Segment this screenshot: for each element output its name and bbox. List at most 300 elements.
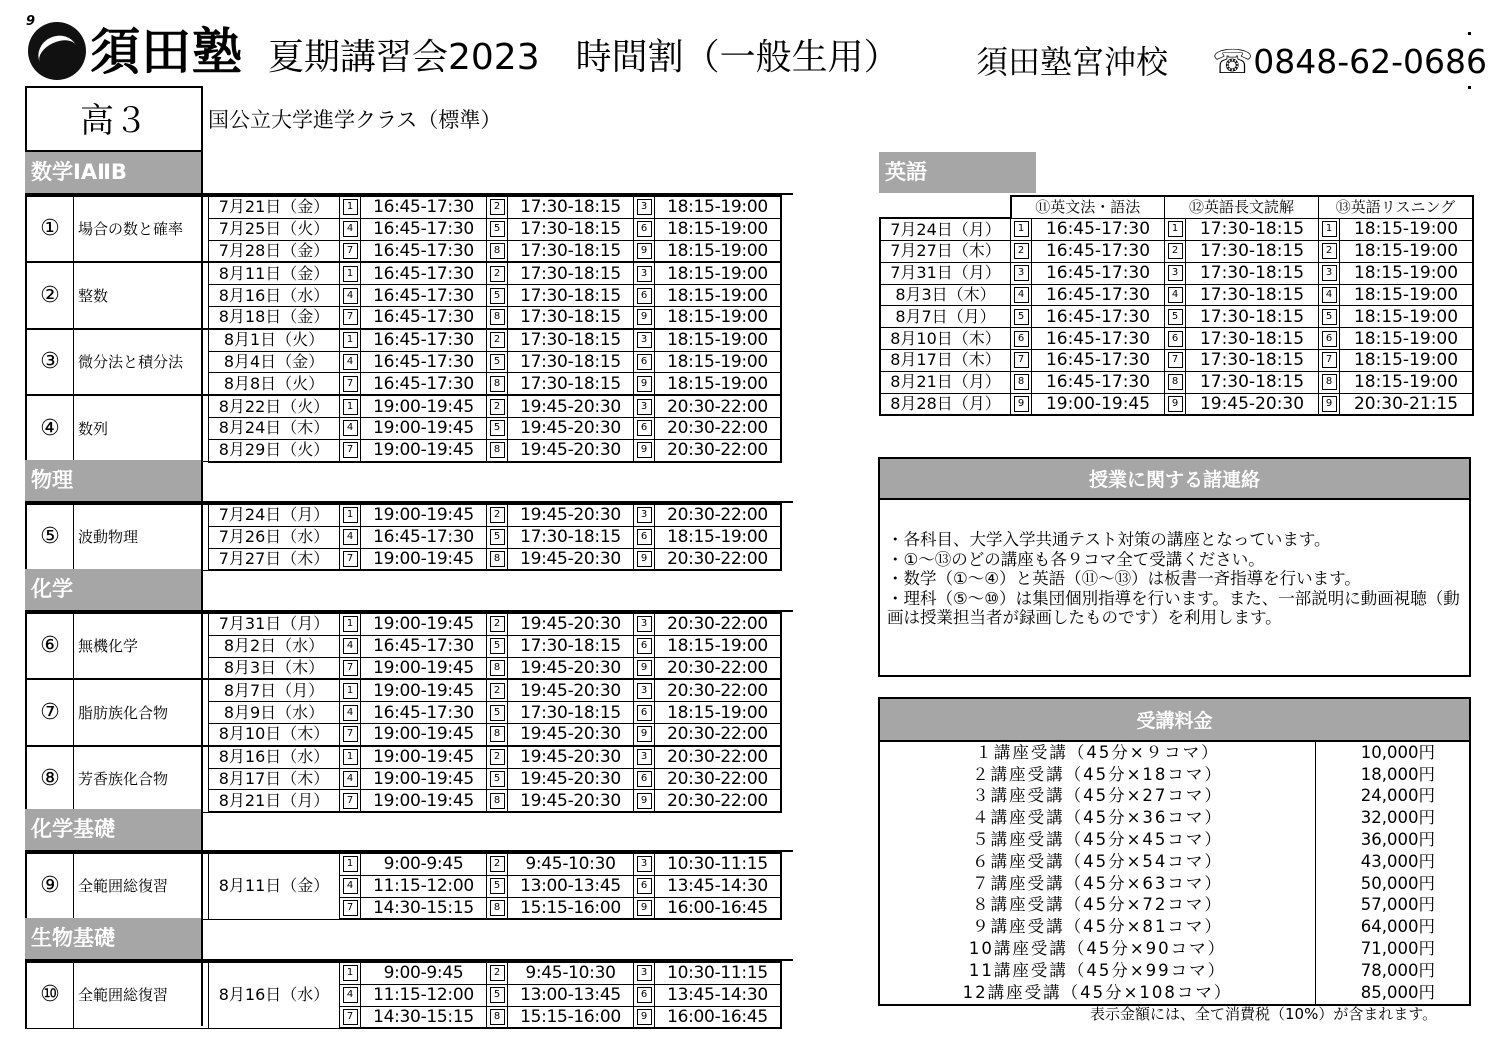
- time-slot: 20:30-21:15: [1340, 393, 1474, 415]
- koma-box: 2: [490, 399, 505, 415]
- time-slot: 18:15-19:00: [1340, 306, 1474, 328]
- time-slot: 18:15-19:00: [655, 306, 782, 328]
- time-slot: 16:45-17:30: [361, 526, 487, 548]
- fee-row: [879, 764, 1470, 786]
- time-slot: 18:15-19:00: [1340, 284, 1474, 306]
- fee-label: ４講座受講（45分×36コマ）: [879, 807, 1316, 829]
- time-slot: 16:45-17:30: [361, 702, 487, 724]
- time-slot: 17:30-18:15: [508, 373, 634, 395]
- koma-box: 4: [1014, 287, 1029, 303]
- koma-number: [1165, 350, 1186, 372]
- koma-box: 1: [343, 616, 358, 632]
- school-name: 須田塾宮沖校: [976, 43, 1169, 81]
- time-slot: 19:00-19:45: [361, 679, 487, 701]
- session-date: 8月16日（水）: [209, 746, 340, 768]
- session-date: 8月16日（水）: [209, 285, 340, 307]
- koma-number: [487, 746, 508, 768]
- english-row: [880, 241, 1473, 263]
- koma-box: 3: [637, 749, 652, 765]
- koma-number: [340, 635, 361, 657]
- session-date: 7月28日（金）: [209, 240, 340, 262]
- fee-label: ３講座受講（45分×27コマ）: [879, 786, 1316, 808]
- fee-label: ７講座受講（45分×63コマ）: [879, 873, 1316, 895]
- time-slot: 9:45-10:30: [508, 853, 634, 875]
- koma-box: 3: [637, 683, 652, 699]
- koma-number: [634, 196, 655, 218]
- time-slot: 11:15-12:00: [361, 984, 487, 1006]
- time-slot: 18:15-19:00: [655, 262, 782, 284]
- schedule-table: [25, 852, 782, 920]
- koma-number: [487, 897, 508, 919]
- time-slot: 18:15-19:00: [1340, 371, 1474, 393]
- session-date: 8月22日（火）: [209, 395, 340, 417]
- course-topic: 芳香族化合物: [74, 746, 209, 812]
- koma-number: [634, 679, 655, 701]
- koma-number: [634, 613, 655, 635]
- session-date: 8月11日（金）: [209, 262, 340, 284]
- koma-box: 5: [490, 420, 505, 436]
- koma-number: [487, 196, 508, 218]
- koma-box: 3: [637, 332, 652, 348]
- koma-number: [634, 504, 655, 526]
- koma-number: [340, 657, 361, 679]
- left-divider-line: [201, 86, 203, 1026]
- koma-number: [634, 875, 655, 897]
- table-row: [26, 962, 781, 984]
- session-date: 7月21日（金）: [209, 196, 340, 218]
- time-slot: 19:45-20:30: [508, 768, 634, 790]
- koma-box: 5: [1322, 309, 1337, 325]
- course-topic: 整数: [74, 262, 209, 328]
- koma-number: [634, 962, 655, 984]
- time-slot: 17:30-18:15: [508, 262, 634, 284]
- koma-box: 3: [1322, 265, 1337, 281]
- koma-box: 9: [637, 726, 652, 742]
- koma-box: 6: [1014, 331, 1029, 347]
- koma-number: [340, 679, 361, 701]
- time-slot: 16:45-17:30: [361, 373, 487, 395]
- time-slot: 16:45-17:30: [1032, 371, 1165, 393]
- fee-label: ６講座受講（45分×54コマ）: [879, 851, 1316, 873]
- koma-number: [340, 218, 361, 240]
- koma-number: [487, 984, 508, 1006]
- koma-box: 6: [637, 987, 652, 1003]
- koma-box: 4: [343, 354, 358, 370]
- koma-number: [634, 351, 655, 373]
- time-slot: 13:00-13:45: [508, 984, 634, 1006]
- time-slot: 9:00-9:45: [361, 962, 487, 984]
- koma-box: 2: [490, 266, 505, 282]
- koma-box: 9: [1014, 396, 1029, 412]
- time-slot: 19:00-19:45: [361, 723, 487, 745]
- time-slot: 18:15-19:00: [1340, 328, 1474, 350]
- koma-number: [487, 395, 508, 417]
- fee-label: ８講座受講（45分×72コマ）: [879, 895, 1316, 917]
- koma-number: [340, 285, 361, 307]
- table-row: [26, 196, 781, 218]
- english-header-row: [880, 196, 1473, 218]
- koma-number: [340, 262, 361, 284]
- koma-number: [340, 962, 361, 984]
- koma-number: [487, 853, 508, 875]
- course-date: 8月16日（水）: [209, 962, 340, 1028]
- koma-number: [487, 790, 508, 812]
- time-slot: 16:45-17:30: [361, 218, 487, 240]
- page-title: 夏期講習会2023 時間割（一般生用）: [268, 37, 900, 78]
- fee-row: [879, 829, 1470, 851]
- koma-box: 1: [343, 856, 358, 872]
- time-slot: 17:30-18:15: [1186, 306, 1319, 328]
- koma-number: [1011, 306, 1032, 328]
- koma-box: 3: [637, 507, 652, 523]
- koma-box: 5: [1014, 309, 1029, 325]
- time-slot: 17:30-18:15: [508, 218, 634, 240]
- koma-number: [634, 417, 655, 439]
- koma-box: 9: [637, 900, 652, 916]
- koma-box: 9: [637, 442, 652, 458]
- schedule-table: [25, 961, 782, 1029]
- schedule-table: [25, 195, 782, 463]
- koma-number: [487, 702, 508, 724]
- koma-box: 1: [343, 199, 358, 215]
- koma-number: [1011, 241, 1032, 263]
- time-slot: 20:30-22:00: [655, 723, 782, 745]
- koma-box: 7: [343, 726, 358, 742]
- time-slot: 16:00-16:45: [655, 897, 782, 919]
- time-slot: 16:45-17:30: [361, 635, 487, 657]
- koma-box: 6: [637, 878, 652, 894]
- time-slot: 19:00-19:45: [361, 746, 487, 768]
- time-slot: 17:30-18:15: [1186, 241, 1319, 263]
- koma-box: 4: [343, 638, 358, 654]
- koma-number: [340, 790, 361, 812]
- time-slot: 18:15-19:00: [655, 373, 782, 395]
- koma-number: [340, 240, 361, 262]
- time-slot: 17:30-18:15: [508, 306, 634, 328]
- time-slot: 19:45-20:30: [508, 548, 634, 570]
- koma-number: [1165, 393, 1186, 415]
- fee-price: 10,000円: [1316, 742, 1471, 764]
- koma-box: 5: [1168, 309, 1183, 325]
- koma-box: 1: [1014, 221, 1029, 237]
- koma-box: 6: [637, 705, 652, 721]
- fee-row: [879, 938, 1470, 960]
- time-slot: 16:45-17:30: [1032, 306, 1165, 328]
- time-slot: 19:45-20:30: [1186, 393, 1319, 415]
- table-row: [26, 504, 781, 526]
- koma-number: [340, 306, 361, 328]
- koma-box: 3: [637, 616, 652, 632]
- time-slot: 19:00-19:45: [361, 548, 487, 570]
- time-slot: 20:30-22:00: [655, 679, 782, 701]
- course-number: ②: [26, 262, 74, 328]
- time-slot: 19:00-19:45: [361, 768, 487, 790]
- koma-box: 6: [637, 354, 652, 370]
- koma-number: [487, 548, 508, 570]
- session-date: 7月31日（月）: [880, 262, 1011, 284]
- koma-number: [487, 635, 508, 657]
- brand-name: 須田塾: [90, 23, 243, 81]
- koma-box: 1: [343, 332, 358, 348]
- koma-number: [1319, 328, 1340, 350]
- time-slot: 19:00-19:45: [1032, 393, 1165, 415]
- course-number: ⑧: [26, 746, 74, 812]
- koma-number: [1319, 306, 1340, 328]
- koma-number: [634, 635, 655, 657]
- koma-number: [487, 613, 508, 635]
- koma-number: [1319, 350, 1340, 372]
- fee-price: 18,000円: [1316, 764, 1471, 786]
- fee-row: [879, 807, 1470, 829]
- english-schedule-table: [879, 195, 1474, 416]
- fee-price: 71,000円: [1316, 938, 1471, 960]
- grade-label: 高３: [25, 86, 202, 152]
- koma-number: [634, 285, 655, 307]
- time-slot: 14:30-15:15: [361, 1006, 487, 1028]
- koma-number: [487, 240, 508, 262]
- koma-number: [1165, 262, 1186, 284]
- koma-number: [487, 218, 508, 240]
- koma-number: [634, 262, 655, 284]
- table-row: [26, 746, 781, 768]
- time-slot: 17:30-18:15: [1186, 350, 1319, 372]
- koma-number: [1319, 262, 1340, 284]
- koma-number: [487, 875, 508, 897]
- time-slot: 14:30-15:15: [361, 897, 487, 919]
- fee-row: [879, 851, 1470, 873]
- session-date: 8月8日（火）: [209, 373, 340, 395]
- session-date: 8月1日（火）: [209, 329, 340, 351]
- koma-number: [340, 702, 361, 724]
- koma-number: [487, 306, 508, 328]
- fee-price: 85,000円: [1316, 982, 1471, 1005]
- koma-number: [487, 723, 508, 745]
- note-line: ・理科（⑤～⑩）は集団個別指導を行います。また、一部説明に動画視聴（動画は授業担当者が録画したものです）を利用します。: [887, 588, 1460, 627]
- koma-box: 9: [637, 551, 652, 567]
- session-date: 7月25日（火）: [209, 218, 340, 240]
- koma-box: 4: [343, 878, 358, 894]
- koma-box: 8: [490, 1009, 505, 1025]
- time-slot: 19:45-20:30: [508, 504, 634, 526]
- koma-box: 3: [1014, 265, 1029, 281]
- koma-box: 7: [343, 660, 358, 676]
- time-slot: 19:00-19:45: [361, 439, 487, 461]
- table-row: [26, 329, 781, 351]
- koma-box: 2: [490, 332, 505, 348]
- session-date: 8月10日（木）: [209, 723, 340, 745]
- session-date: 7月24日（月）: [209, 504, 340, 526]
- koma-box: 4: [1322, 287, 1337, 303]
- koma-box: 7: [343, 243, 358, 259]
- koma-number: [340, 768, 361, 790]
- time-slot: 17:30-18:15: [508, 351, 634, 373]
- section-header: 生物基礎: [25, 918, 202, 959]
- koma-number: [340, 504, 361, 526]
- time-slot: 18:15-19:00: [655, 702, 782, 724]
- koma-number: [1319, 371, 1340, 393]
- section-header: 化学: [25, 569, 202, 610]
- koma-number: [634, 439, 655, 461]
- koma-box: 3: [1168, 265, 1183, 281]
- koma-number: [1011, 350, 1032, 372]
- session-date: 8月7日（月）: [880, 306, 1011, 328]
- time-slot: 18:15-19:00: [1340, 262, 1474, 284]
- koma-number: [340, 548, 361, 570]
- time-slot: 16:45-17:30: [361, 262, 487, 284]
- table-row: [26, 853, 781, 875]
- fee-row: [879, 786, 1470, 808]
- time-slot: 20:30-22:00: [655, 790, 782, 812]
- time-slot: 18:15-19:00: [655, 526, 782, 548]
- koma-number: [340, 395, 361, 417]
- koma-number: [634, 768, 655, 790]
- koma-box: 5: [490, 288, 505, 304]
- koma-number: [340, 417, 361, 439]
- time-slot: 18:15-19:00: [655, 329, 782, 351]
- time-slot: 19:45-20:30: [508, 723, 634, 745]
- koma-number: [340, 875, 361, 897]
- koma-number: [487, 504, 508, 526]
- koma-box: 6: [637, 288, 652, 304]
- koma-box: 2: [490, 199, 505, 215]
- koma-box: 5: [490, 221, 505, 237]
- fee-row: [879, 873, 1470, 895]
- koma-number: [487, 351, 508, 373]
- time-slot: 17:30-18:15: [508, 702, 634, 724]
- time-slot: 16:45-17:30: [1032, 350, 1165, 372]
- koma-box: 2: [490, 965, 505, 981]
- koma-number: [340, 746, 361, 768]
- time-slot: 18:15-19:00: [655, 351, 782, 373]
- schedule-table: [25, 612, 782, 813]
- koma-box: 4: [343, 420, 358, 436]
- time-slot: 17:30-18:15: [1186, 328, 1319, 350]
- fee-price: 32,000円: [1316, 807, 1471, 829]
- koma-box: 6: [637, 529, 652, 545]
- corner-dot: [1468, 32, 1471, 35]
- time-slot: 17:30-18:15: [1186, 262, 1319, 284]
- koma-number: [1165, 306, 1186, 328]
- koma-number: [487, 417, 508, 439]
- course-number: ①: [26, 196, 74, 262]
- koma-box: 8: [490, 442, 505, 458]
- time-slot: 15:15-16:00: [508, 1006, 634, 1028]
- fees-table: [878, 742, 1471, 1006]
- time-slot: 20:30-22:00: [655, 504, 782, 526]
- time-slot: 10:30-11:15: [655, 962, 782, 984]
- koma-box: 5: [490, 354, 505, 370]
- koma-box: 9: [637, 660, 652, 676]
- time-slot: 16:45-17:30: [1032, 241, 1165, 263]
- course-number: ④: [26, 395, 74, 461]
- fee-label: 10講座受講（45分×90コマ）: [879, 938, 1316, 960]
- koma-number: [634, 526, 655, 548]
- time-slot: 16:45-17:30: [361, 306, 487, 328]
- koma-box: 1: [1168, 221, 1183, 237]
- time-slot: 18:15-19:00: [1340, 350, 1474, 372]
- koma-box: 2: [490, 683, 505, 699]
- koma-box: 8: [490, 793, 505, 809]
- koma-number: [1011, 328, 1032, 350]
- koma-box: 4: [343, 771, 358, 787]
- session-date: 8月3日（木）: [209, 657, 340, 679]
- time-slot: 19:00-19:45: [361, 504, 487, 526]
- time-slot: 19:00-19:45: [361, 417, 487, 439]
- course-topic: 数列: [74, 395, 209, 461]
- fee-label: 12講座受講（45分×108コマ）: [879, 982, 1316, 1005]
- koma-number: [1319, 393, 1340, 415]
- koma-box: 7: [1322, 352, 1337, 368]
- koma-box: 6: [637, 638, 652, 654]
- session-date: 7月27日（木）: [880, 241, 1011, 263]
- time-slot: 13:45-14:30: [655, 984, 782, 1006]
- fee-row: [879, 960, 1470, 982]
- time-slot: 17:30-18:15: [508, 526, 634, 548]
- course-topic: 無機化学: [74, 613, 209, 679]
- koma-box: 9: [637, 309, 652, 325]
- time-slot: 18:15-19:00: [655, 196, 782, 218]
- koma-number: [487, 768, 508, 790]
- time-slot: 19:45-20:30: [508, 679, 634, 701]
- time-slot: 17:30-18:15: [508, 285, 634, 307]
- koma-box: 7: [343, 376, 358, 392]
- koma-number: [340, 897, 361, 919]
- note-line: ・各科目、大学入学共通テスト対策の講座となっています。: [887, 530, 1331, 549]
- koma-number: [1011, 218, 1032, 240]
- time-slot: 17:30-18:15: [1186, 218, 1319, 240]
- koma-box: 7: [343, 442, 358, 458]
- koma-number: [1319, 241, 1340, 263]
- koma-box: 4: [343, 221, 358, 237]
- session-date: 8月10日（木）: [880, 328, 1011, 350]
- time-slot: 17:30-18:15: [508, 329, 634, 351]
- time-slot: 13:00-13:45: [508, 875, 634, 897]
- fee-price: 43,000円: [1316, 851, 1471, 873]
- koma-box: 3: [637, 965, 652, 981]
- koma-number: [1011, 262, 1032, 284]
- session-date: 8月28日（月）: [880, 393, 1011, 415]
- time-slot: 19:45-20:30: [508, 746, 634, 768]
- time-slot: 20:30-22:00: [655, 746, 782, 768]
- koma-box: 7: [343, 1009, 358, 1025]
- fees-header: 受講料金: [878, 697, 1471, 742]
- koma-box: 9: [637, 376, 652, 392]
- koma-box: 9: [637, 793, 652, 809]
- koma-box: 2: [1168, 243, 1183, 259]
- koma-box: 5: [490, 529, 505, 545]
- koma-number: [634, 702, 655, 724]
- fee-label: ９講座受講（45分×81コマ）: [879, 916, 1316, 938]
- english-header-11: ⑪英文法・語法: [1011, 196, 1165, 218]
- corner-dot: [1468, 86, 1471, 89]
- koma-number: [1165, 218, 1186, 240]
- course-number: ③: [26, 329, 74, 395]
- table-row: [26, 395, 781, 417]
- fee-row: [879, 982, 1470, 1005]
- koma-number: [340, 439, 361, 461]
- koma-box: 3: [637, 266, 652, 282]
- english-row: [880, 350, 1473, 372]
- time-slot: 16:45-17:30: [361, 240, 487, 262]
- koma-box: 7: [343, 309, 358, 325]
- fee-price: 36,000円: [1316, 829, 1471, 851]
- koma-box: 6: [637, 221, 652, 237]
- time-slot: 9:00-9:45: [361, 853, 487, 875]
- koma-number: [634, 548, 655, 570]
- koma-box: 5: [490, 705, 505, 721]
- session-date: 8月9日（水）: [209, 702, 340, 724]
- session-date: 8月4日（金）: [209, 351, 340, 373]
